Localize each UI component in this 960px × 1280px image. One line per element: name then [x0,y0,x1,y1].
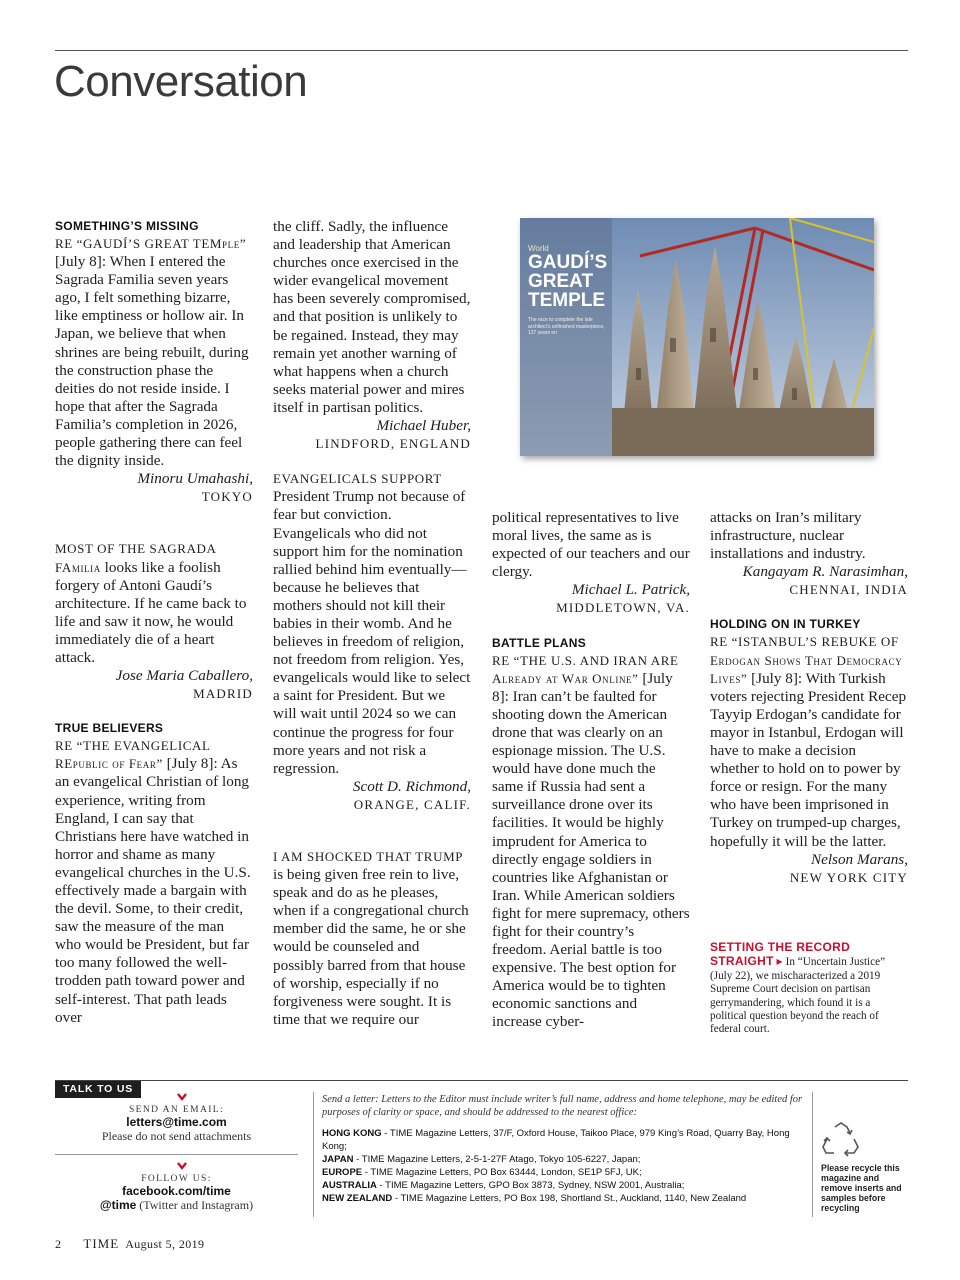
email-label: SEND AN EMAIL: [128,1105,225,1115]
cover-deck: The race to complete the late architect’s unfinished masterpiece, 137 years on [528,317,605,336]
letter-body [55,540,253,667]
cover-title-3: TEMPLE [528,290,606,311]
cover-story-photo [520,218,874,456]
letter-signature: Kangayam R. Narasimhan, [742,563,908,581]
letter-lead: I AM SHOCKED THAT TRUMP [273,849,464,864]
recycle-notice: Please recycle this magazine and remove inserts and samples before recycling [821,1163,902,1213]
follow-label: FOLLOW US: [141,1174,212,1184]
letter-signature: Minoru Umahashi, [137,470,253,488]
letter-text: [July 8]: When I entered the Sagrada Familia seven years ago, I felt something bizarre, like emptiness or hollow air. In Japan, we believe that when shrines are being rebuilt, during the construction phase the deities do not reside inside. I hope that after the Sagrada Familia’s completion in 2026, people gathering there can feel the dignity inside. [55,253,249,470]
email-note: Please do not send attachments [101,1129,252,1143]
page-footer [55,1236,204,1252]
chevron-down-icon [176,1160,188,1172]
letter-location: LINDFORD, ENGLAND [315,436,471,452]
office-address [322,1179,804,1192]
letter-text: [July 8]: Iran can’t be faulted for shooting down the American drone that was clearly on an espionage mission. The U.S. would have done much the same if Russia had sent a surveillance drone over its facilities. It would be highly imprudent for America to directly engage soldiers in countries like Afghanistan or Iran. While American soldiers fight for mere supremacy, others fight for their country’s freedom. Aerial battle is too expensive. The best option for America would be to tighten economic sanctions and increase cyber- [492,669,690,1031]
page-number: 2 [55,1237,62,1251]
letter-text: [July 8]: With Turkish voters rejecting President Recep Tayyip Erdogan’s candidate for mayor in Istanbul, Erdogan will have to make a decision whether to hold on to power by force or resign. For the many who have been imprisoned in Turkey on trumped-up charges, hopefully it will be the latter. [710,669,907,850]
letter-lead: RE “THE EVANGELICAL REpublic of Fear” [55,738,211,772]
issue-date: August 5, 2019 [125,1237,205,1251]
letter-lead: EVANGELICALS SUPPORT [273,471,442,487]
chevron-down-icon [176,1091,188,1103]
mailing-addresses [322,1093,804,1205]
letter-location: CHENNAI, INDIA [789,582,908,598]
letters-intro: Send a letter: Letters to the Editor must include writer’s full name, address and home telephone, may be edited for purposes of clarity or space, and should be addressed to the nearest office: [322,1094,803,1118]
letter-body [273,470,471,778]
letter-signature: Scott D. Richmond, [352,777,471,795]
office-region: NEW ZEALAND [322,1193,393,1204]
recycle-icon [820,1121,862,1159]
letter-location: MIDDLETOWN, VA. [556,600,690,616]
office-address [322,1166,804,1179]
letter-body [492,652,690,1032]
letter-body [273,848,471,1029]
letter-lead: MOST OF THE SAGRADA FAmilia [55,541,216,575]
letter-signature: Nelson Marans, [810,850,908,868]
letter-text: is being given free rein to live, speak and do as he pleases, when if a congregational church member did the same, he or she would be counseled and possibly barred from that house of worship, especially if no forgiveness were sought. It is time that we require our [273,866,469,1028]
letter-body [55,235,253,470]
office-region: JAPAN [322,1154,354,1165]
letter-text: the cliff. Sadly, the influence and leadership that American churches once exercised in the wider evangelical movement has been severely compromised, and that position is unlikely to be regained. Instead, they may remain yet another warning of what happens when a church seeks material power and mires itself in partisan politics. [273,218,471,416]
arrow-right-icon: ▸ [776,954,783,969]
letter-text: looks like a foolish forgery of Antoni Gaudí’s architecture. If he came back to life and saw it now, he would immediately die of a heart attack. [55,558,247,666]
letter-headline: BATTLE PLANS [492,635,587,650]
office-address [322,1153,804,1166]
letter-headline: TRUE BELIEVERS [55,721,164,736]
cover-headline-overlay [528,244,608,337]
office-region: EUROPE [322,1167,363,1178]
office-detail: - TIME Magazine Letters, PO Box 198, Shortland St., Auckland, 1140, New Zealand [392,1193,747,1204]
office-address [322,1192,804,1205]
cover-kicker: World [528,244,549,253]
talk-to-us-badge: TALK TO US [55,1081,141,1098]
letter-text: political representatives to live moral lives, the same as is expected of our teachers and our clergy. [492,509,690,581]
office-detail: - TIME Magazine Letters, 37/F, Oxford House, Taikoo Place, 979 King’s Road, Quarry Bay, Hong Kong; [322,1128,790,1152]
letter-signature: Michael L. Patrick, [571,581,690,599]
letter-signature: Michael Huber, [376,417,471,435]
correction-text: In “Uncertain Justice” (July 22), we mischaracterized a 2019 Supreme Court decision on partisan gerrymandering, which found it is a political question beyond the reach of federal court. [710,956,886,1036]
letter-body [55,737,253,1027]
office-address [322,1127,804,1153]
letter-location: ORANGE, CALIF. [353,796,471,812]
letters-column-4 [710,509,908,887]
contact-divider [55,1154,298,1155]
letter-lead: RE “THE U.S. AND IRAN ARE Already at War Online” [492,652,679,686]
cover-title-2: GREAT [528,271,594,292]
email-link[interactable]: letters@time.com [126,1115,227,1129]
section-title: Conversation [54,57,308,106]
office-region: HONG KONG [322,1128,382,1139]
letter-location: MADRID [193,686,253,702]
letters-column-2 [273,218,471,1029]
office-detail: - TIME Magazine Letters, PO Box 63444, London, SE1P 5FJ, UK; [362,1167,642,1178]
letter-lead: RE “ISTANBUL’S REBUKE OF Erdogan Shows That Democracy Lives” [710,634,903,686]
letters-column-3 [492,509,690,1032]
letter-headline: SOMETHING’S MISSING [55,219,199,233]
top-rule [55,50,908,51]
correction-headline: SETTING THE RECORD STRAIGHT [710,940,851,969]
letter-text: attacks on Iran’s military infrastructure, nuclear installations and industry. [710,509,866,563]
bottom-rule [55,1080,908,1081]
email-contact [55,1105,298,1143]
magazine-name: TIME [83,1236,120,1251]
office-detail: - TIME Magazine Letters, GPO Box 3873, Sydney, NSW 2001, Australia; [376,1180,685,1191]
social-contact [55,1174,298,1212]
letter-text: [July 8]: As an evangelical Christian of long experience, writing from England, I can say that Christians here have watched in horror and shame as many evangelical churches in the U.S. effectively made a bargain with the devil. Some, to their credit, saw the measure of the man who would be President, but far too many followed the well-trodden path toward power and self-interest. That path leads over [55,755,251,1026]
letter-body [710,633,908,850]
letter-headline: HOLDING ON IN TURKEY [710,617,861,632]
letter-signature: Jose Maria Caballero, [115,667,253,685]
twitter-handle[interactable]: @time [99,1198,137,1212]
letter-location: NEW YORK CITY [789,869,908,885]
twitter-note: (Twitter and Instagram) [136,1198,254,1212]
letter-text: President Trump not because of fear but conviction. Evangelicals who did not support him for the nomination rallied behind him eventually—because he believes that mothers should not kill their babies in their womb. And he believes in freedom of religion, not freedom from religion. Yes, evangelicals would like to select a saint for President. But we will wait until 2024 so we can continue the progress for four more years and not risk a regression. [273,488,471,777]
cover-title-1: GAUDÍ’S [528,252,608,273]
office-detail: - TIME Magazine Letters, 2-5-1-27F Atago, Tokyo 105-6227, Japan; [353,1154,641,1165]
column-divider [812,1092,813,1217]
office-region: AUSTRALIA [322,1180,377,1191]
letter-location: TOKYO [201,489,253,505]
facebook-link[interactable]: facebook.com/time [122,1184,231,1198]
twitter-line [55,1198,298,1212]
letter-lead: RE “GAUDÍ’S GREAT TEMple” [55,236,247,251]
correction-box [710,941,909,1037]
column-divider [313,1092,314,1217]
letters-column-1 [55,218,253,1027]
